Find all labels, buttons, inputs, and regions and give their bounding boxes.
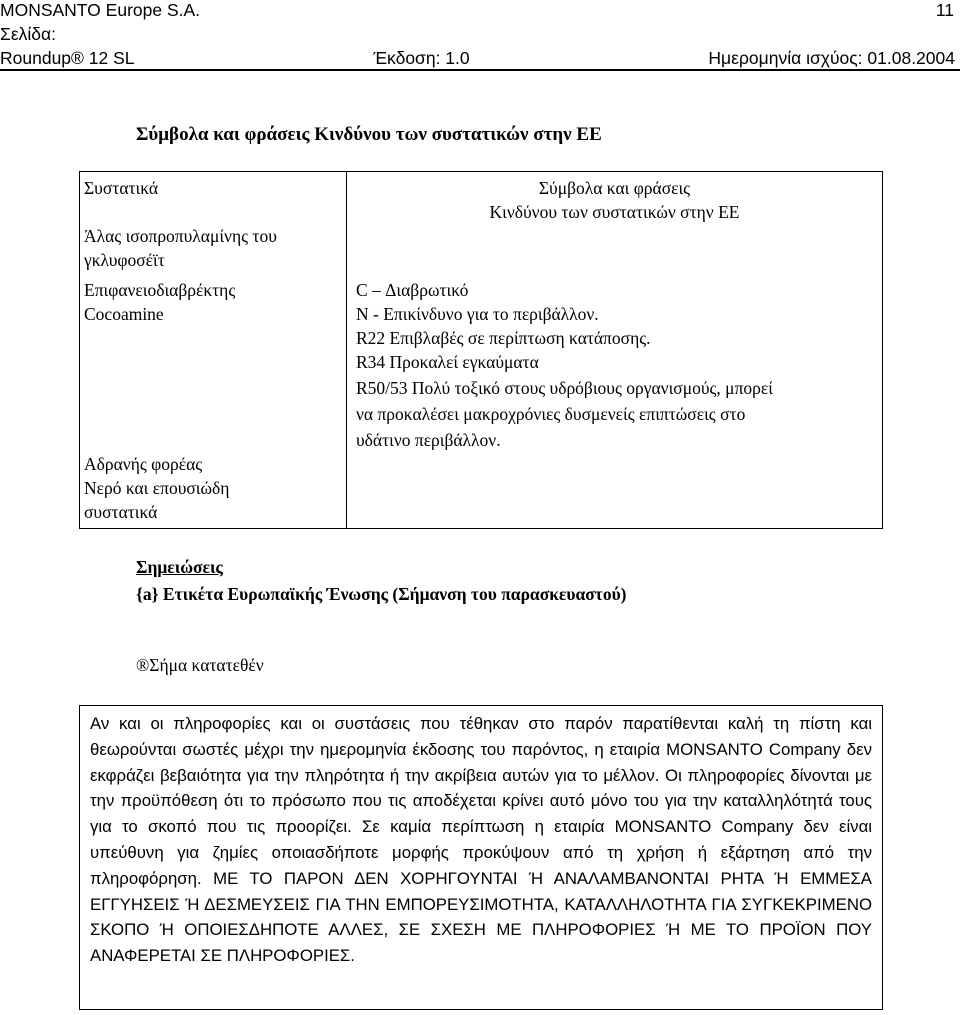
phrase-2: N - Επικίνδυνο για το περιβάλλον. (356, 304, 599, 324)
notes-title: Σημειώσεις (136, 557, 223, 577)
page-label: Σελίδα: (0, 24, 56, 44)
phrases-column (347, 172, 883, 529)
page-number: 11 (935, 0, 954, 20)
disclaimer-box (79, 705, 883, 1010)
phrase-6: να προκαλέσει μακροχρόνιες δυσμενείς επιπτώσεις στο (356, 404, 746, 424)
ingredient-3-line-1: Αδρανής φορέας (84, 454, 203, 474)
ingredient-1-line-1: Άλας ισοπροπυλαμίνης του (84, 226, 277, 246)
section-title: Σύμβολα και φράσεις Κινδύνου των συστατικών στην ΕΕ (136, 124, 602, 145)
ingredient-1-line-2: γκλυφοσέϊτ (84, 250, 165, 270)
phrase-1: C – Διαβρωτικό (356, 280, 469, 300)
product-name: Roundup® 12 SL (0, 48, 135, 68)
col-phrases-header-1: Σύμβολα και φράσεις (538, 178, 691, 198)
header-rule (0, 69, 960, 71)
company-name: MONSANTO Europe S.A. (0, 0, 201, 20)
ingredient-3-line-3: συστατικά (84, 502, 158, 522)
ingredients-column (80, 172, 347, 529)
notes-item: {a} Ετικέτα Ευρωπαϊκής Ένωσης (Σήμανση του παρασκευαστού) (136, 584, 627, 604)
header-meta-row (0, 48, 955, 68)
disclaimer-text: Αν και οι πληροφορίες και οι συστάσεις που τέθηκαν στο παρόν παρατίθενται καλή τη πίστη και θεωρούνται σωστές μέχρι την ημερομηνία έκδοσης του παρόντος, η εταιρία MONSANTO Company δεν εκφράζει βεβαιότητα για την πληρότητα ή την ακρίβεια αυτών για το μέλλον. Οι πληροφορίες δίνονται με την προϋπόθεση ότι το πρόσωπο που τις αποδέχεται κρίνει αυτό μόνο του για την καταλληλότητά τους για το σκοπό που τις προορίζει. Σε καμία περίπτωση η εταιρία MONSANTO Company δεν είναι υπεύθυνη για ζημίες οποιασδήποτε μορφής προκύψουν από τη χρήση ή εξάρτηση από την πληροφόρηση. ΜΕ ΤΟ ΠΑΡΟΝ ΔΕΝ ΧΟΡΗΓΟΥΝΤΑΙ Ή ΑΝΑΛΑΜΒΑΝΟΝΤΑΙ ΡΗΤΑ Ή ΕΜΜΕΣΑ ΕΓΓΥΗΣΕΙΣ Ή ΔΕΣΜΕΥΣΕΙΣ ΓΙΑ ΤΗΝ ΕΜΠΟΡΕΥΣΙΜΟΤΗΤΑ, ΚΑΤΑΛΛΗΛΟΤΗΤΑ ΓΙΑ ΣΥΓΚΕΚΡΙΜΕΝΟ ΣΚΟΠΟ Ή ΟΠΟΙΕΣΔΗΠΟΤΕ ΑΛΛΕΣ, ΣΕ ΣΧΕΣΗ ΜΕ ΠΛΗΡΟΦΟΡΙΕΣ Ή ΜΕ ΤΟ ΠΡΟΪΟΝ ΠΟΥ ΑΝΑΦΕΡΕΤΑΙ ΣΕ ΠΛΗΡΟΦΟΡΙΕΣ. (90, 714, 872, 966)
phrase-7: υδάτινο περιβάλλον. (356, 430, 501, 450)
version: Έκδοση: 1.0 (373, 48, 470, 68)
components-table (79, 171, 883, 529)
ingredient-2-line-1: Επιφανειοδιαβρέκτης (84, 280, 236, 300)
trademark-note: ®Σήμα κατατεθέν (136, 655, 264, 675)
ingredient-2-line-2: Cocoamine (84, 304, 164, 324)
col-ingredients-header: Συστατικά (84, 178, 159, 198)
phrase-3: R22 Επιβλαβές σε περίπτωση κατάποσης. (356, 328, 651, 348)
phrase-5: R50/53 Πολύ τοξικό στους υδρόβιους οργανισμούς, μπορεί (356, 378, 773, 398)
col-phrases-header-2: Κινδύνου των συστατικών στην ΕΕ (489, 202, 740, 222)
valid-date: Ημερομηνία ισχύος: 01.08.2004 (708, 48, 955, 68)
phrase-4: R34 Προκαλεί εγκαύματα (356, 352, 539, 372)
ingredient-3-line-2: Νερό και επουσιώδη (84, 478, 230, 498)
